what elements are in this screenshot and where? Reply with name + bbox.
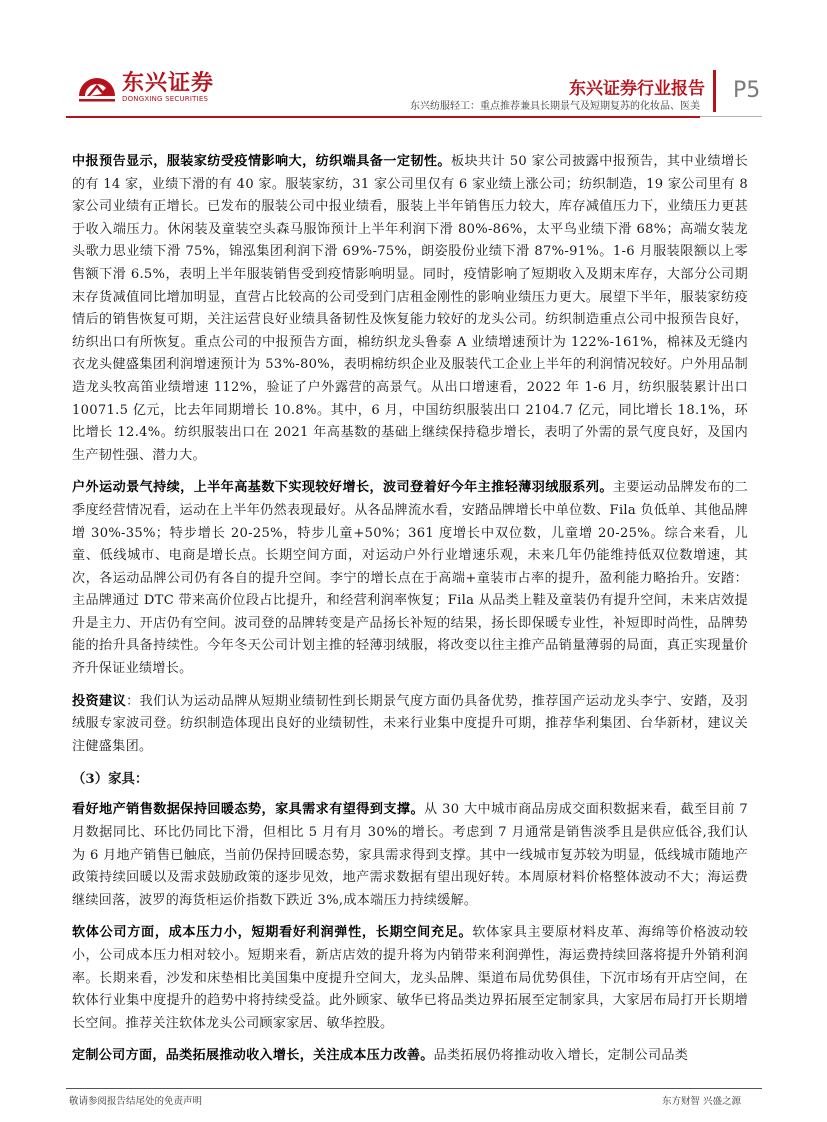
paragraph-text: 主要运动品牌发布的二季度经营情况看，运动在上半年仍然表现最好。从各品牌流水看，安踏品牌增长中单位数、Fila 负低单、其他品牌增 30%-35%；特步增长 20-25%，特步儿童+50%；361 度增长中双位数，儿童增 20-25%。综合来看，儿童、低线城市、电商是增长点。长期空间方面，对运动户外行业增速乐观，未来几年仍能维持低双位数增速，其次，各运动品牌公司仍有各自的提升空间。李宁的增长点在于高端+童装市占率的提升，盈利能力略抬升。安踏：主品牌通过 DTC 带来高价位段占比提升，和经营利润率恢复；Fila 从品类上鞋及童装仍有提升空间，未来店效提升是主力、开店仍有空间。波司登的品牌转变是产品扬长补短的结果，扬长即保暖专业性，补短即时尚性，品牌势能的抬升具备持续性。今年冬天公司计划主推的轻薄羽绒服，将改变以往主推产品销量薄弱的局面，真正实现量价齐升保证业绩增长。 <box>72 480 749 677</box>
paragraph-investment-advice <box>72 691 748 759</box>
paragraph-lead: 户外运动景气持续，上半年高基数下实现较好增长，波司登着好今年主推轻薄羽绒服系列。 <box>72 480 613 496</box>
paragraph-text: ：我们认为运动品牌从短期业绩韧性到长期景气度方面仍具备优势，推荐国产运动龙头李宁、安踏，及羽绒服专家波司登。纺织制造体现出良好的业绩韧性，未来行业集中度提升可期，推荐华利集团、台华新材，建议关注健盛集团。 <box>72 693 748 754</box>
footer-disclaimer: 敬请参阅报告结尾处的免责声明 <box>69 1096 203 1107</box>
logo-chinese-name: 东兴证券 <box>122 71 215 96</box>
paragraph-lead: 软体公司方面，成本压力小，短期看好利润弹性，长期空间充足。 <box>72 925 473 941</box>
paragraph-property-sales <box>72 799 748 912</box>
page-header <box>0 0 827 118</box>
report-body <box>72 151 748 1078</box>
header-divider <box>713 70 716 112</box>
paragraph-text: 品类拓展仍将推动收入增长，定制公司品类 <box>433 1048 689 1064</box>
paragraph-text: 从 30 大中城市商品房成交面积数据来看，截至目前 7 月数据同比、环比仍同比下滑，但相比 5 月有月 30%的增长。考虑到 7 月通常是销售淡季且是供应低谷,我们认为 6 月地产销售已触底，当前仍保持回暖态势，家具需求得到支撑。其中一线城市复苏较为明显，低线城市随地产政策持续回暖以及需求鼓励政策的逐步见效，地产需求数据有望出现好转。本周原材料价格整体波动不大；海运费继续回落，波罗的海货柜运价指数下跌近 3%,成本端压力持续缓解。 <box>72 802 748 908</box>
footer-slogan: 东方财智 兴盛之源 <box>661 1096 741 1107</box>
paragraph-outdoor-sports <box>72 477 748 680</box>
report-title: 东兴证券行业报告 <box>569 79 705 99</box>
page-number: P5 <box>733 78 761 103</box>
header-rule <box>66 116 700 118</box>
paragraph-lead: 中报预告显示，服装家纺受疫情影响大，纺织端具备一定韧性。 <box>72 154 451 169</box>
paragraph-text: 软体家具主要原材料皮革、海绵等价格波动较小，公司成本压力相对较小。短期来看，新店店效的提升将为内销带来利润弹性，海运费持续回落将提升外销利润率。长期来看，沙发和床垫相比美国集中度提升空间大，龙头品牌、渠道布局优势俱佳，下沉市场有开店空间，在软体行业集中度提升的趋势中将持续受益。此外顾家、敏华已将品类边界拓展至定制家具，大家居布局打开长期增长空间。推荐关注软体龙头公司顾家家居、敏华控股。 <box>72 925 749 1031</box>
section-heading-furniture: （3）家具： <box>72 771 149 788</box>
company-logo <box>76 66 246 110</box>
paragraph-lead: 定制公司方面，品类拓展推动收入增长，关注成本压力改善。 <box>72 1048 434 1064</box>
paragraph-custom-furniture <box>72 1045 748 1068</box>
paragraph-lead: 看好地产销售数据保持回暖态势，家具需求有望得到支撑。 <box>72 802 424 818</box>
paragraph-apparel-interim <box>72 151 748 467</box>
paragraph-text: 板块共计 50 家公司披露中报预告，其中业绩增长的有 14 家，业绩下滑的有 40 家。服装家纺，31 家公司里仅有 6 家业绩上涨公司；纺织制造，19 家公司里有 8 家公司业绩有正增长。已发布的服装公司中报业绩看，服装上半年销售压力较大，库存减值压力下，业绩压力更甚于收入端压力。休闲装及童装空头森马服饰预计上半年利润下滑 80%-86%，太平鸟业绩下滑 68%；高端女装龙头歌力思业绩下滑 75%，锦泓集团利润下滑 69%-75%，朗姿股份业绩下滑 87%-91%。1-6 月服装限额以上零售额下滑 6.5%，表明上半年服装销售受到疫情影响明显。同时，疫情影响了短期收入及期末库存，大部分公司期末存货减值同比增加明显，直营占比较高的公司受到门店租金刚性的影响业绩压力更大。展望下半年，服装家纺疫情后的销售恢复可期，关注运营良好业绩具备韧性及恢复能力较好的龙头公司。纺织制造重点公司中报预告良好，纺织出口有所恢复。重点公司的中报预告方面，棉纺织龙头鲁泰 A 业绩增速预计为 122%-161%，棉袜及无缝内衣龙头健盛集团利润增速预计为 53%-80%，表明棉纺织企业及服装代工企业上半年的利润情况较好。户外用品制造龙头牧高笛业绩增速 112%，验证了户外露营的高景气。从出口增速看，2022 年 1-6 月，纺织服装累计出口 10071.5 亿元，比去年同期增长 10.8%。其中，6 月，中国纺织服装出口 2104.7 亿元，同比增长 18.1%，环比增长 12.4%。纺织服装出口在 2021 年高基数的基础上继续保持稳步增长，表明了外需的景气度良好，及国内生产韧性强、潜力大。 <box>72 154 749 463</box>
footer-rule <box>66 1088 762 1089</box>
header-rule-grey <box>700 116 762 117</box>
logo-mark-icon <box>76 66 118 106</box>
logo-english-name: DONGXING SECURITIES <box>122 95 209 103</box>
paragraph-soft-furniture <box>72 922 748 1035</box>
paragraph-lead: 投资建议 <box>72 693 127 709</box>
report-subtitle: 东兴纺服轻工：重点推荐兼具长期景气及短期复苏的化妆品、医美 <box>410 101 700 112</box>
